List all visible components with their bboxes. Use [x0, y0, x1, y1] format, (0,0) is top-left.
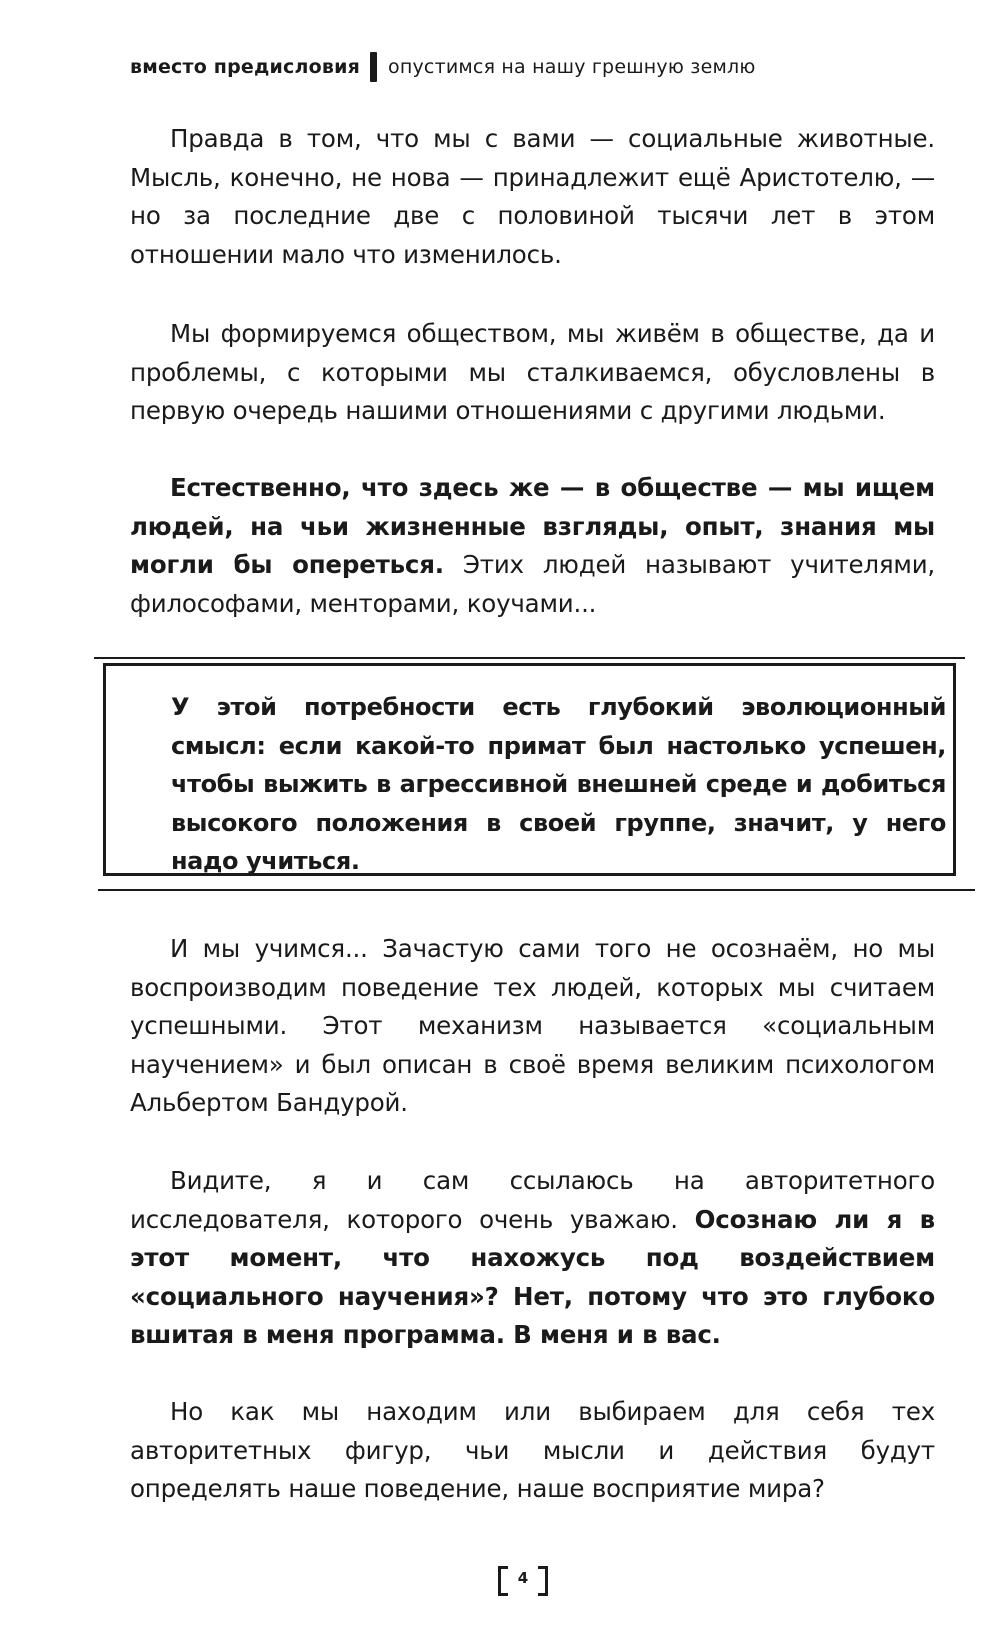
callout-box [103, 663, 956, 876]
paragraph-5-bold: Осознаю ли я в этот момент, что нахожусь под воздействием «социального научения»? Нет, потому что это глубоко вшитая в меня программа. В меня и в вас. [130, 1204, 935, 1349]
paragraph-3-bold: Естественно, что здесь же — в обществе — мы ищем людей, на чьи жизненные взгляды, опыт, знания мы могли бы опереться. [130, 473, 935, 579]
running-header [130, 52, 930, 82]
header-divider [370, 52, 377, 82]
page-number-value: 4 [517, 1569, 529, 1587]
paragraph-5 [130, 1162, 935, 1355]
section-title: вместо предисловия [130, 56, 361, 78]
paragraph-6: Но как мы находим или выбираем для себя тех авторитетных фигур, чьи мысли и действия будут определять наше поведение, наше восприятие мира? [130, 1397, 935, 1503]
paragraph-5-regular: Видите, я и сам ссылаюсь на авторитетного исследователя, которого очень уважаю. [130, 1166, 935, 1234]
callout-text: У этой потребности есть глубокий эволюционный смысл: если какой-то примат был настолько успешен, чтобы выжить в агрессивной внешней среде и добиться высокого положения в своей группе, значит, у него надо учиться. [171, 693, 946, 875]
chapter-title: опустимся на нашу грешную землю [388, 56, 756, 78]
page-bracket-right [538, 1566, 548, 1596]
paragraph-3 [130, 469, 935, 623]
page-bracket-left [498, 1566, 508, 1596]
paragraph-2: Мы формируемся обществом, мы живём в обществе, да и проблемы, с которыми мы сталкиваемся, обусловлены в первую очередь нашими отношениями с другими людьми. [130, 319, 935, 425]
page-number [490, 1566, 556, 1602]
paragraph-1: Правда в том, что мы с вами — социальные животные. Мысль, конечно, не нова — принадлежит ещё Аристотелю, — но за последние две с половиной тысячи лет в этом отношении мало что изменилось. [130, 124, 935, 269]
paragraph-3-regular: Этих людей называют учителями, философами, менторами, коучами... [130, 550, 936, 618]
paragraph-4: И мы учимся... Зачастую сами того не осознаём, но мы воспроизводим поведение тех людей, которых мы считаем успешными. Этот механизм называется «социальным научением» и был описан в своё время великим психологом Альбертом Бандурой. [130, 934, 935, 1117]
